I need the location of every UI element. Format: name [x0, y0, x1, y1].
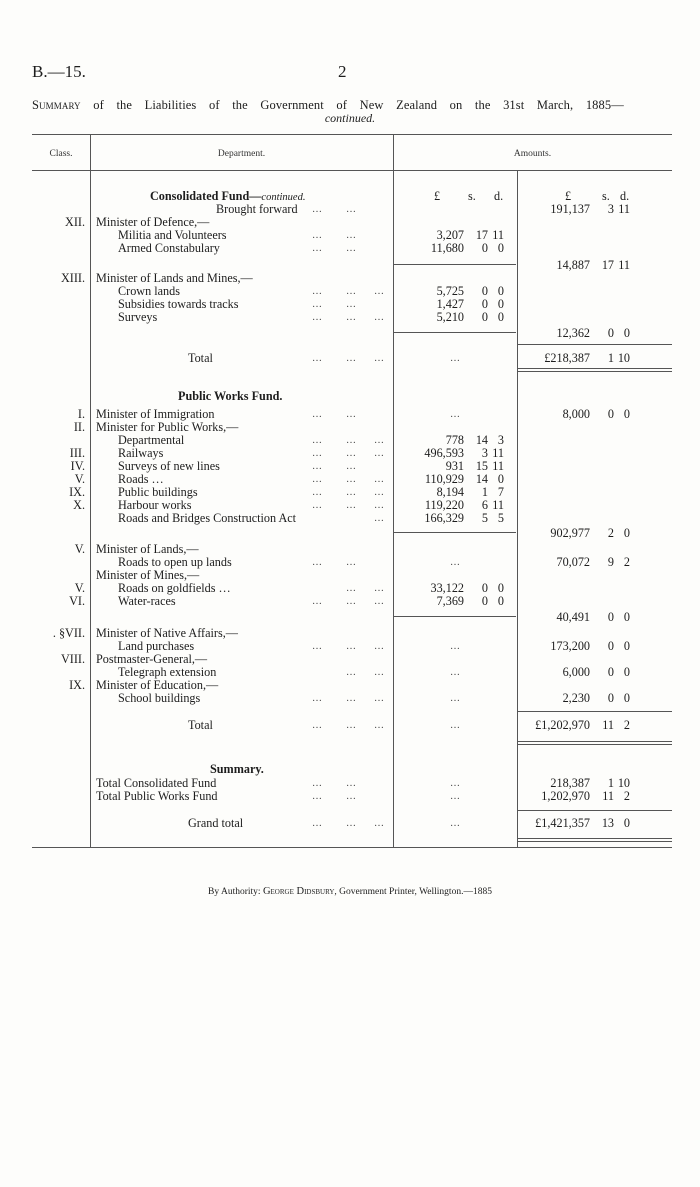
- sub-amount-pounds: 33,122: [430, 581, 464, 595]
- total-amount-shillings: 13: [601, 816, 614, 830]
- section-continued: continued.: [261, 192, 306, 203]
- footer-suffix: , Government Printer, Wellington.—1885: [334, 887, 492, 897]
- sub-amount-pounds: 778: [445, 433, 464, 447]
- table-row: [0, 447, 700, 460]
- title-word: New: [359, 98, 384, 112]
- leader-dots: …: [374, 474, 385, 485]
- total-amount-pounds: 40,491: [556, 610, 590, 624]
- department-label: Harbour works: [118, 498, 192, 512]
- total-amount-shillings: 0: [607, 407, 614, 421]
- class-number: I.: [77, 407, 85, 421]
- department-label: Minister of Native Affairs,—: [96, 626, 238, 640]
- sub-pence-header: d.: [494, 189, 504, 203]
- leader-dots: …: [346, 583, 357, 594]
- total-amount-pence: 0: [623, 639, 630, 653]
- table-row: [0, 499, 700, 512]
- footer-prefix: By Authority:: [208, 887, 263, 897]
- class-number: VIII.: [60, 652, 85, 666]
- class-number: IX.: [69, 485, 85, 499]
- title-word: Zealand: [396, 98, 438, 112]
- sub-amount-pounds: 1,427: [436, 297, 464, 311]
- total-amount-pence: 11: [618, 258, 630, 272]
- title-continued: continued.: [324, 111, 376, 125]
- leader-dots: …: [312, 353, 323, 364]
- leader-dots: …: [312, 818, 323, 829]
- table-row: [0, 719, 700, 732]
- table-row: [0, 790, 700, 803]
- section-heading: Summary.: [210, 762, 264, 776]
- total-amount-pence: 2: [623, 789, 630, 803]
- leader-dots: …: [346, 596, 357, 607]
- department-label: Crown lands: [118, 284, 180, 298]
- amounts-column-header: Amounts.: [513, 149, 552, 159]
- total-amount-pounds: 12,362: [556, 326, 590, 340]
- leader-dots: …: [312, 557, 323, 568]
- department-label: Roads and Bridges Construction Act: [118, 511, 297, 525]
- leader-dots: …: [312, 299, 323, 310]
- leader-dots: …: [450, 667, 461, 678]
- total-amount-pounds: £218,387: [544, 351, 590, 365]
- tot-pounds-header: £: [565, 189, 572, 203]
- title-word: the: [232, 98, 248, 112]
- sub-amount-pence: 0: [497, 241, 504, 255]
- total-amount-pounds: 6,000: [562, 665, 590, 679]
- title-word: 31st: [503, 98, 525, 112]
- sub-amount-pounds: 11,680: [430, 241, 464, 255]
- total-amount-shillings: 0: [607, 665, 614, 679]
- sub-amount-pounds: 931: [445, 459, 464, 473]
- total-amount-pence: 10: [617, 351, 630, 365]
- total-amount-pounds: 2,230: [562, 691, 590, 705]
- department-label: Surveys: [118, 310, 158, 324]
- sub-amount-shillings: 6: [481, 498, 488, 512]
- sub-amount-pence: 0: [497, 297, 504, 311]
- total-amount-pounds: 218,387: [550, 776, 590, 790]
- leader-dots: …: [346, 500, 357, 511]
- leader-dots: …: [312, 641, 323, 652]
- title-word: on: [449, 98, 463, 112]
- tot-pence-header: d.: [620, 189, 630, 203]
- leader-dots: …: [450, 778, 461, 789]
- sub-amount-pence: 7: [497, 485, 504, 499]
- department-label: Armed Constabulary: [118, 241, 220, 255]
- title-word: March,: [536, 98, 574, 112]
- leader-dots: …: [374, 513, 385, 524]
- sub-amount-shillings: 0: [481, 581, 488, 595]
- sub-amount-pounds: 119,220: [424, 498, 464, 512]
- class-number: XIII.: [60, 271, 85, 285]
- table-row: [0, 229, 700, 242]
- section-heading: Public Works Fund.: [178, 389, 283, 403]
- total-amount-shillings: 0: [607, 610, 614, 624]
- leader-dots: …: [450, 557, 461, 568]
- department-label: Brought forward: [216, 202, 298, 216]
- sub-amount-pounds: 166,329: [424, 511, 464, 525]
- leader-dots: …: [450, 818, 461, 829]
- leader-dots: …: [374, 641, 385, 652]
- department-label: Minister of Immigration: [96, 407, 215, 421]
- leader-dots: …: [450, 409, 461, 420]
- total-amount-shillings: 9: [607, 555, 614, 569]
- leader-dots: …: [312, 435, 323, 446]
- total-amount-shillings: 17: [601, 258, 614, 272]
- sub-amount-shillings: 0: [481, 594, 488, 608]
- table-row: [0, 421, 700, 434]
- department-column-header: Department.: [217, 149, 266, 159]
- department-label: Roads to open up lands: [118, 555, 232, 569]
- class-number: X.: [73, 498, 85, 512]
- sub-amount-shillings: 5: [481, 511, 488, 525]
- leader-dots: …: [346, 461, 357, 472]
- table-row: [0, 692, 700, 705]
- sub-pounds-header: £: [434, 189, 441, 203]
- leader-dots: …: [312, 720, 323, 731]
- total-amount-pence: 11: [618, 202, 630, 216]
- table-row: [0, 242, 700, 255]
- sub-amount-pence: 0: [497, 594, 504, 608]
- leader-dots: …: [312, 448, 323, 459]
- title-word: Government: [260, 98, 324, 112]
- sub-amount-shillings: 1: [481, 485, 488, 499]
- leader-dots: …: [346, 487, 357, 498]
- leader-dots: …: [312, 312, 323, 323]
- department-label: Telegraph extension: [118, 665, 217, 679]
- sub-amount-pounds: 110,929: [424, 472, 464, 486]
- department-label: Minister of Mines,—: [96, 568, 200, 582]
- title-word: of: [93, 98, 104, 112]
- sub-amount-pence: 0: [497, 310, 504, 324]
- total-amount-shillings: 11: [602, 789, 614, 803]
- leader-dots: …: [374, 312, 385, 323]
- leader-dots: …: [450, 693, 461, 704]
- title-word: of: [208, 98, 220, 112]
- sub-amount-pence: 5: [497, 511, 504, 525]
- department-label: Surveys of new lines: [118, 459, 220, 473]
- leader-dots: …: [374, 818, 385, 829]
- class-column-header: Class.: [49, 149, 73, 159]
- leader-dots: …: [374, 487, 385, 498]
- total-amount-pence: 0: [623, 407, 630, 421]
- table-row: [0, 486, 700, 499]
- sub-amount-pence: 3: [497, 433, 504, 447]
- table-row: [0, 390, 700, 403]
- department-label: School buildings: [118, 691, 201, 705]
- sub-amount-shillings: 15: [475, 459, 488, 473]
- leader-dots: …: [374, 448, 385, 459]
- leader-dots: …: [312, 778, 323, 789]
- total-amount-shillings: 1: [607, 351, 614, 365]
- title-word: the: [116, 98, 133, 112]
- department-label: Total Consolidated Fund: [96, 776, 217, 790]
- leader-dots: …: [374, 693, 385, 704]
- leader-dots: …: [346, 409, 357, 420]
- leader-dots: …: [346, 557, 357, 568]
- leader-dots: …: [450, 641, 461, 652]
- leader-dots: …: [346, 474, 357, 485]
- department-label: Water-races: [118, 594, 176, 608]
- leader-dots: …: [346, 299, 357, 310]
- leader-dots: …: [312, 474, 323, 485]
- total-amount-pounds: £1,421,357: [535, 816, 590, 830]
- leader-dots: …: [312, 243, 323, 254]
- table-row: [0, 298, 700, 311]
- sub-amount-shillings: 0: [481, 241, 488, 255]
- leader-dots: …: [346, 641, 357, 652]
- sub-amount-pounds: 496,593: [424, 446, 464, 460]
- leader-dots: …: [374, 583, 385, 594]
- leader-dots: …: [374, 500, 385, 511]
- sub-amount-shillings: 14: [475, 433, 488, 447]
- title-word: Liabilities: [144, 98, 197, 112]
- total-amount-shillings: 0: [607, 639, 614, 653]
- sub-amount-pence: 0: [497, 472, 504, 486]
- title-lead-word: Summary: [32, 98, 81, 112]
- total-amount-pence: 0: [623, 691, 630, 705]
- class-number: II.: [73, 420, 85, 434]
- title-word: the: [474, 98, 491, 112]
- table-row: [0, 460, 700, 473]
- table-row: [0, 569, 700, 582]
- leader-dots: …: [312, 409, 323, 420]
- leader-dots: …: [312, 286, 323, 297]
- department-label: Total: [188, 351, 213, 365]
- leader-dots: …: [450, 720, 461, 731]
- total-amount-pounds: £1,202,970: [535, 718, 590, 732]
- total-amount-pounds: 8,000: [562, 407, 590, 421]
- department-label: Minister of Lands,—: [96, 542, 199, 556]
- sub-amount-shillings: 3: [481, 446, 488, 460]
- leader-dots: …: [312, 204, 323, 215]
- total-amount-pence: 0: [623, 665, 630, 679]
- section-heading: Consolidated Fund—continued.: [150, 189, 306, 203]
- sub-amount-shillings: 14: [475, 472, 488, 486]
- sub-amount-pounds: 3,207: [436, 228, 464, 242]
- total-amount-pounds: 1,202,970: [541, 789, 590, 803]
- class-number: V.: [74, 472, 85, 486]
- table-row: [0, 582, 700, 595]
- department-label: Total: [188, 718, 213, 732]
- sub-amount-pence: 0: [497, 284, 504, 298]
- table-row: [0, 679, 700, 692]
- document-reference: B.—15.: [32, 62, 86, 81]
- table-row: [0, 512, 700, 525]
- total-amount-pounds: 173,200: [550, 639, 590, 653]
- leader-dots: …: [450, 353, 461, 364]
- tot-shillings-header: s.: [602, 189, 610, 203]
- table-row: [0, 272, 700, 285]
- sub-amount-pence: 11: [492, 498, 504, 512]
- leader-dots: …: [346, 243, 357, 254]
- sub-amount-shillings: 0: [481, 297, 488, 311]
- total-amount-pence: 0: [623, 610, 630, 624]
- sub-amount-pence: 0: [497, 581, 504, 595]
- class-number: XII.: [65, 215, 85, 229]
- table-row: [0, 763, 700, 776]
- leader-dots: …: [374, 596, 385, 607]
- total-amount-pence: 0: [623, 326, 630, 340]
- table-row: [0, 627, 700, 640]
- leader-dots: …: [346, 693, 357, 704]
- table-row: [0, 595, 700, 608]
- total-amount-shillings: 1: [607, 776, 614, 790]
- department-label: Subsidies towards tracks: [118, 297, 239, 311]
- sub-amount-shillings: 17: [475, 228, 488, 242]
- leader-dots: …: [346, 818, 357, 829]
- sub-shillings-header: s.: [468, 189, 476, 203]
- total-amount-shillings: 3: [607, 202, 614, 216]
- sub-amount-pence: 11: [492, 228, 504, 242]
- title-word: 1885—: [585, 98, 624, 112]
- department-label: Public buildings: [118, 485, 198, 499]
- sub-amount-pounds: 5,725: [436, 284, 464, 298]
- class-number: IV.: [70, 459, 85, 473]
- sub-amount-pounds: 5,210: [436, 310, 464, 324]
- leader-dots: …: [312, 596, 323, 607]
- table-row: [0, 653, 700, 666]
- leader-dots: …: [346, 791, 357, 802]
- page-number: 2: [338, 62, 347, 81]
- department-label: Minister of Education,—: [96, 678, 219, 692]
- table-row: [0, 327, 700, 340]
- sub-amount-pence: 11: [492, 446, 504, 460]
- leader-dots: …: [374, 667, 385, 678]
- department-label: Militia and Volunteers: [118, 228, 227, 242]
- department-label: Departmental: [118, 433, 185, 447]
- leader-dots: …: [346, 435, 357, 446]
- leader-dots: …: [346, 353, 357, 364]
- leader-dots: …: [312, 230, 323, 241]
- leader-dots: …: [346, 667, 357, 678]
- class-number: VI.: [69, 594, 85, 608]
- total-amount-shillings: 0: [607, 691, 614, 705]
- total-amount-pence: 0: [623, 526, 630, 540]
- leader-dots: …: [450, 791, 461, 802]
- table-row: [0, 817, 700, 830]
- total-amount-pounds: 902,977: [550, 526, 590, 540]
- total-amount-pence: 10: [617, 776, 630, 790]
- leader-dots: …: [374, 435, 385, 446]
- table-row: [0, 216, 700, 229]
- department-label: Railways: [118, 446, 164, 460]
- printer-name: George Didsbury: [262, 886, 335, 897]
- class-number: . §VII.: [52, 626, 85, 640]
- department-label: Minister for Public Works,—: [96, 420, 239, 434]
- total-amount-shillings: 0: [607, 326, 614, 340]
- leader-dots: …: [312, 693, 323, 704]
- title-word: of: [336, 98, 348, 112]
- total-amount-pounds: 14,887: [556, 258, 590, 272]
- leader-dots: …: [346, 204, 357, 215]
- department-label: Minister of Lands and Mines,—: [96, 271, 253, 285]
- total-amount-pence: 0: [623, 816, 630, 830]
- class-number: V.: [74, 542, 85, 556]
- leader-dots: …: [346, 778, 357, 789]
- table-row: [0, 473, 700, 486]
- sub-amount-pounds: 8,194: [436, 485, 464, 499]
- leader-dots: …: [312, 791, 323, 802]
- department-label: Land purchases: [118, 639, 195, 653]
- printer-credit: [0, 886, 700, 897]
- total-amount-pounds: 70,072: [556, 555, 590, 569]
- sub-amount-pence: 11: [492, 459, 504, 473]
- leader-dots: …: [374, 353, 385, 364]
- department-label: Total Public Works Fund: [96, 789, 218, 803]
- class-number: IX.: [69, 678, 85, 692]
- table-row: [0, 527, 700, 540]
- leader-dots: …: [374, 720, 385, 731]
- department-label: Minister of Defence,—: [96, 215, 210, 229]
- department-label: Grand total: [188, 816, 244, 830]
- table-row: [0, 190, 700, 203]
- total-amount-pence: 2: [623, 555, 630, 569]
- table-row: [0, 352, 700, 365]
- table-row: [0, 311, 700, 324]
- leader-dots: …: [346, 312, 357, 323]
- leader-dots: …: [312, 461, 323, 472]
- table-row: [0, 434, 700, 447]
- sub-amount-shillings: 0: [481, 310, 488, 324]
- table-row: [0, 285, 700, 298]
- department-label: Postmaster-General,—: [96, 652, 208, 666]
- sub-amount-shillings: 0: [481, 284, 488, 298]
- leader-dots: …: [346, 230, 357, 241]
- sub-amount-pounds: 7,369: [436, 594, 464, 608]
- class-number: III.: [69, 446, 85, 460]
- department-label: Roads on goldfields …: [118, 581, 231, 595]
- leader-dots: …: [346, 448, 357, 459]
- total-amount-pence: 2: [623, 718, 630, 732]
- total-amount-pounds: 191,137: [550, 202, 590, 216]
- leader-dots: …: [374, 286, 385, 297]
- leader-dots: …: [346, 720, 357, 731]
- table-row: [0, 543, 700, 556]
- leader-dots: …: [312, 487, 323, 498]
- total-amount-shillings: 2: [607, 526, 614, 540]
- class-number: V.: [74, 581, 85, 595]
- leader-dots: …: [312, 500, 323, 511]
- total-amount-shillings: 11: [602, 718, 614, 732]
- table-row: [0, 611, 700, 624]
- leader-dots: …: [346, 286, 357, 297]
- department-label: Roads …: [118, 472, 164, 486]
